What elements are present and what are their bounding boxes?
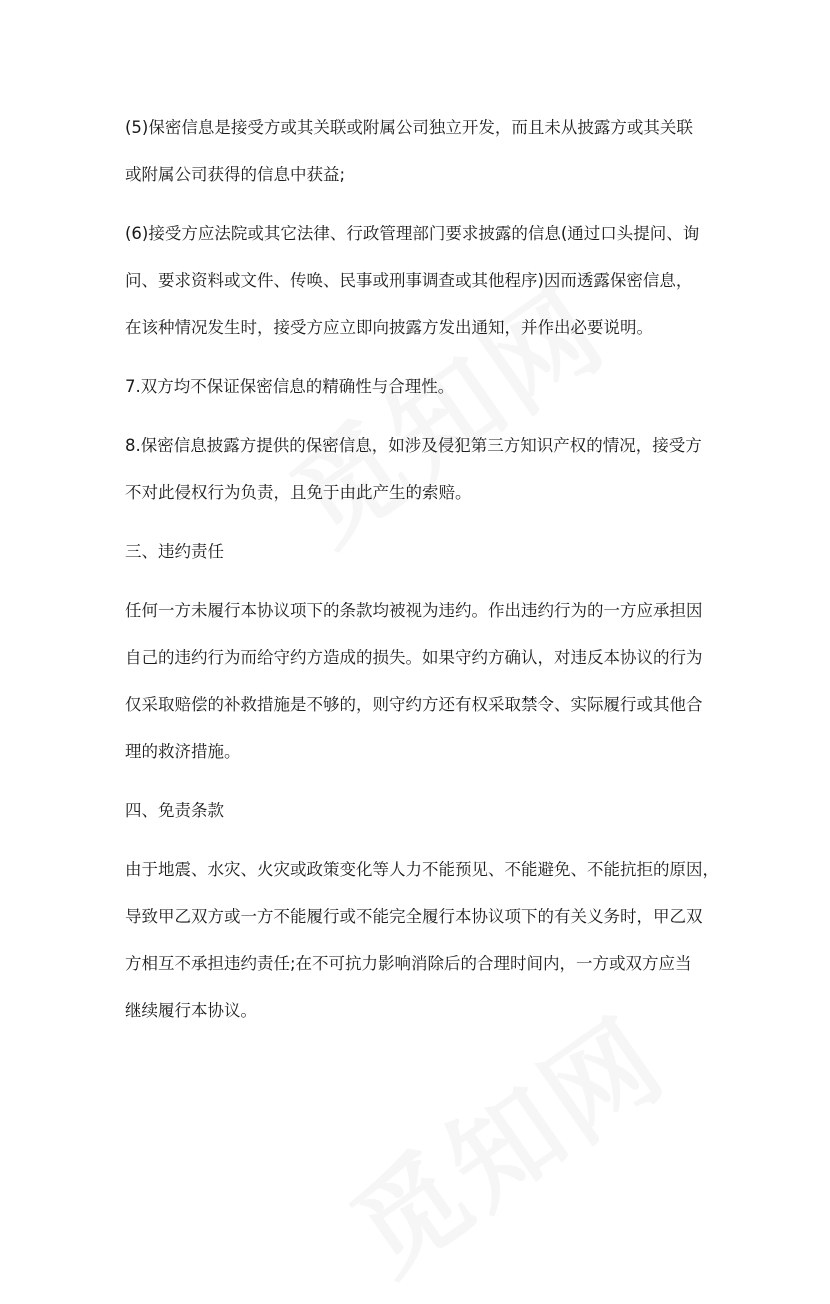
clause-6 <box>125 210 720 351</box>
text-line: 由于地震、水灾、火灾或政策变化等人力不能预见、不能避免、不能抗拒的原因， <box>125 860 719 879</box>
exemption-paragraph <box>125 846 720 1034</box>
text-line: (6)接受方应法院或其它法律、行政管理部门要求披露的信息(通过口头提问、询 <box>125 224 700 243</box>
text-line: 任何一方未履行本协议项下的条款均被视为违约。作出违约行为的一方应承担因 <box>125 601 703 620</box>
text-line: 8.保密信息披露方提供的保密信息，如涉及侵犯第三方知识产权的情况，接受方 <box>125 436 702 455</box>
breach-liability-paragraph <box>125 587 720 775</box>
text-line: 仅采取赔偿的补救措施是不够的，则守约方还有权采取禁令、实际履行或其他合 <box>125 695 703 714</box>
text-line: 自己的违约行为而给守约方造成的损失。如果守约方确认，对违反本协议的行为 <box>125 648 703 667</box>
text-line: 不对此侵权行为负责，且免于由此产生的索赔。 <box>125 483 472 502</box>
text-line: 或附属公司获得的信息中获益; <box>125 165 346 184</box>
text-line: 问、要求资料或文件、传唤、民事或刑事调查或其他程序)因而透露保密信息， <box>125 271 693 290</box>
text-line: 7.双方均不保证保密信息的精确性与合理性。 <box>125 377 455 396</box>
text-line: 理的救济措施。 <box>125 742 241 761</box>
section-heading-breach: 三、违约责任 <box>125 542 224 561</box>
clause-8 <box>125 422 720 516</box>
text-line: 在该种情况发生时，接受方应立即向披露方发出通知，并作出必要说明。 <box>125 318 653 337</box>
text-line: 继续履行本协议。 <box>125 1001 257 1020</box>
text-line: (5)保密信息是接受方或其关联或附属公司独立开发，而且未从披露方或其关联 <box>125 118 693 137</box>
clause-5 <box>125 104 720 198</box>
text-line: 导致甲乙双方或一方不能履行或不能完全履行本协议项下的有关义务时，甲乙双 <box>125 907 703 926</box>
clause-7 <box>125 363 720 410</box>
section-heading-exemption: 四、免责条款 <box>125 801 224 820</box>
document-body <box>125 104 720 1046</box>
text-line: 方相互不承担违约责任;在不可抗力影响消除后的合理时间内，一方或双方应当 <box>125 954 692 973</box>
